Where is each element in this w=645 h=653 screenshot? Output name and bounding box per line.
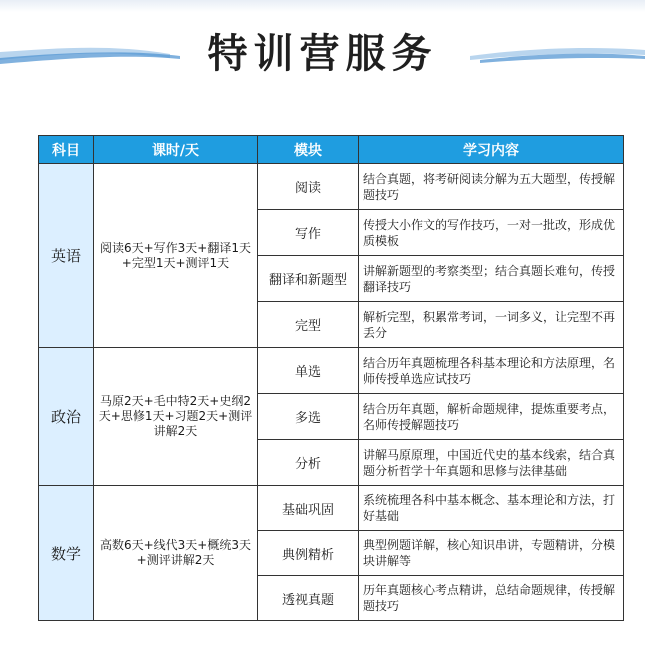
content-text: 系统梳理各科中基本概念、基本理论和方法，打好基础 bbox=[363, 493, 616, 523]
module-cell: 多选 bbox=[258, 394, 359, 440]
hours-politics: 马原2天+毛中特2天+史纲2天+思修1天+习题2天+测评讲解2天 bbox=[94, 348, 258, 486]
page-title: 特训营服务 bbox=[207, 31, 438, 77]
module-cell: 单选 bbox=[258, 348, 359, 394]
content-text: 结合历年真题，解析命题规律，提炼重要考点，名师传授解题技巧 bbox=[363, 401, 616, 432]
top-gradient-strip bbox=[0, 0, 645, 12]
content-text: 讲解马原原理，中国近代史的基本线索，结合真题分析哲学十年真题和思修与法律基础 bbox=[363, 447, 616, 478]
content-cell bbox=[359, 256, 624, 302]
content-cell bbox=[359, 394, 624, 440]
content-text: 历年真题核心考点精讲，总结命题规律，传授解题技巧 bbox=[363, 583, 616, 613]
module-cell: 写作 bbox=[258, 210, 359, 256]
content-text: 典型例题详解，核心知识串讲，专题精讲，分模块讲解等 bbox=[363, 538, 616, 568]
content-cell bbox=[359, 302, 624, 348]
content-cell bbox=[359, 440, 624, 486]
table-row bbox=[39, 486, 624, 531]
module-cell: 典例精析 bbox=[258, 531, 359, 576]
content-text: 结合历年真题梳理各科基本理论和方法原理，名师传授单选应试技巧 bbox=[363, 355, 616, 386]
header-subject: 科目 bbox=[39, 136, 94, 164]
module-cell: 阅读 bbox=[258, 164, 359, 210]
table-header-row bbox=[39, 136, 624, 164]
table-row bbox=[39, 348, 624, 394]
content-text: 传授大小作文的写作技巧，一对一批改，形成优质模板 bbox=[363, 217, 616, 248]
table-row bbox=[39, 164, 624, 210]
subject-english: 英语 bbox=[39, 164, 94, 348]
module-cell: 透视真题 bbox=[258, 576, 359, 621]
content-text: 解析完型，积累常考词，一词多义，让完型不再丢分 bbox=[363, 309, 616, 340]
content-cell bbox=[359, 576, 624, 621]
hours-math: 高数6天+线代3天+概统3天+测评讲解2天 bbox=[94, 486, 258, 621]
content-cell bbox=[359, 210, 624, 256]
content-cell bbox=[359, 486, 624, 531]
content-cell bbox=[359, 348, 624, 394]
hours-english: 阅读6天+写作3天+翻译1天+完型1天+测评1天 bbox=[94, 164, 258, 348]
content-text: 讲解新题型的考察类型；结合真题长难句，传授翻译技巧 bbox=[363, 263, 616, 294]
header-hours: 课时/天 bbox=[94, 136, 258, 164]
service-table bbox=[38, 135, 624, 621]
content-cell bbox=[359, 531, 624, 576]
header-module: 模块 bbox=[258, 136, 359, 164]
module-cell: 完型 bbox=[258, 302, 359, 348]
content-cell bbox=[359, 164, 624, 210]
subject-politics: 政治 bbox=[39, 348, 94, 486]
content-text: 结合真题，将考研阅读分解为五大题型，传授解题技巧 bbox=[363, 171, 616, 202]
module-cell: 翻译和新题型 bbox=[258, 256, 359, 302]
subject-math: 数学 bbox=[39, 486, 94, 621]
module-cell: 基础巩固 bbox=[258, 486, 359, 531]
header-content: 学习内容 bbox=[359, 136, 624, 164]
module-cell: 分析 bbox=[258, 440, 359, 486]
